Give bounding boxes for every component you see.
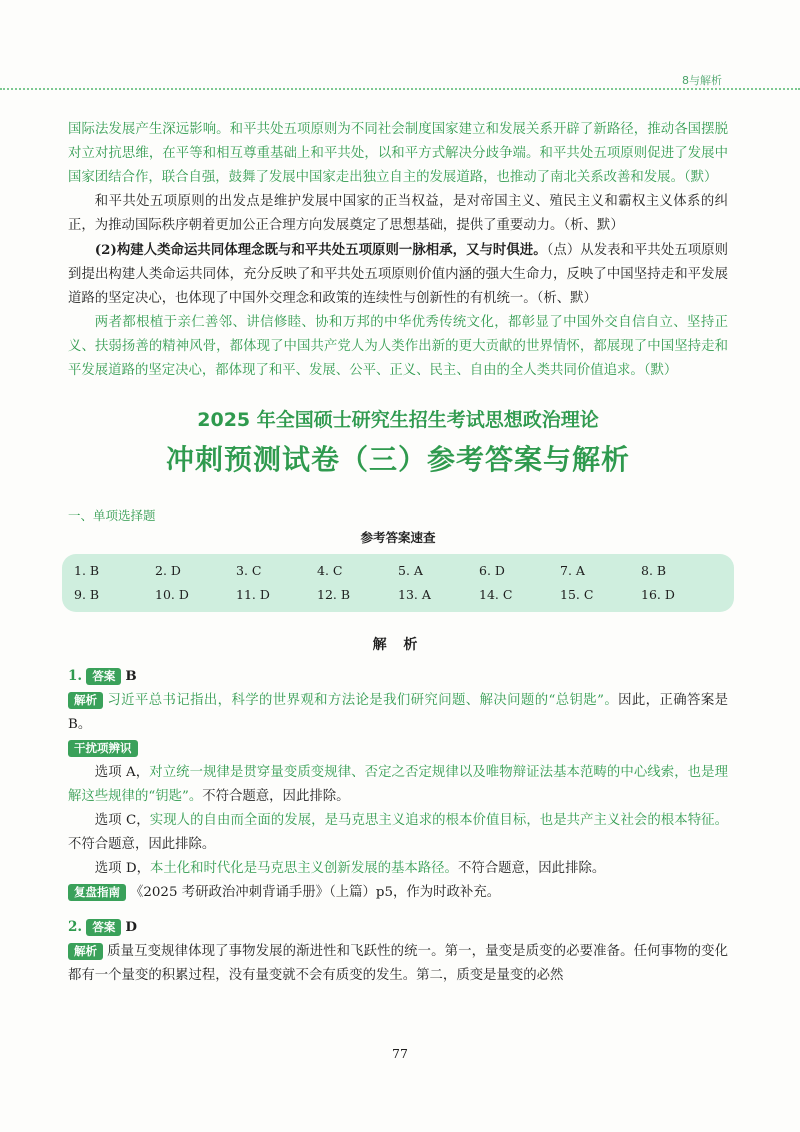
quick-answer-item: 6. D: [479, 563, 505, 578]
question-number: 1.: [68, 668, 83, 684]
quick-answer-item: 3. C: [236, 563, 262, 578]
quick-answer-item: 8. B: [641, 563, 667, 578]
analysis-badge: 解析: [68, 692, 103, 709]
page-number: 77: [392, 1046, 408, 1061]
intro-paragraph-1: 国际法发展产生深远影响。和平共处五项原则为不同社会制度国家建立和发展关系开辟了新路径，推动各国摆脱对立对抗思维，在平等和相互尊重基础上和平共处，以和平方式解决分歧争端。和平共处五项原则促进了发展中国家团结合作，联合自强，鼓舞了发展中国家走出独立自主的发展道路，也推动了南北关系改善和发展。（默）: [68, 122, 728, 185]
quick-answer-item: 11. D: [236, 587, 270, 602]
option-c-verdict: 不符合题意，因此排除。: [68, 837, 216, 852]
quick-answer-item: 9. B: [74, 587, 100, 602]
option-d-highlight: 本土化和时代化是马克思主义创新发展的基本路径。: [149, 861, 458, 876]
quick-answer-item: 4. C: [317, 563, 343, 578]
answer-value: D: [125, 919, 137, 935]
quick-answer-item: 16. D: [641, 587, 675, 602]
analysis-badge: 解析: [68, 943, 103, 960]
answer-badge: 答案: [86, 668, 121, 685]
option-a-verdict: 不符合题意，因此排除。: [202, 789, 350, 804]
quick-answer-item: 14. C: [479, 587, 513, 602]
header-divider: [0, 88, 800, 90]
question-1-answer: [68, 664, 728, 689]
question-2-answer: [68, 915, 728, 940]
quick-answer-item: 13. A: [398, 587, 431, 602]
distractor-heading: [68, 737, 728, 761]
quick-answer-item: 1. B: [74, 563, 100, 578]
answer-value: B: [125, 668, 137, 684]
intro-paragraph-2: 和平共处五项原则的出发点是维护发展中国家的正当权益，是对帝国主义、殖民主义和霸权主义体系的纠正，为推动国际秩序朝着更加公正合理方向发展奠定了思想基础，提供了重要动力。（析、默）: [68, 194, 728, 233]
review-badge: 复盘指南: [68, 884, 126, 901]
intro-paragraph-3: [68, 238, 728, 311]
option-d-verdict: 不符合题意，因此排除。: [457, 861, 606, 876]
option-c-prefix: 选项 C，: [94, 813, 150, 828]
review-text: 《2025 考研政治冲刺背诵手册》（上篇）p5，作为时政补充。: [130, 885, 501, 900]
option-d-prefix: 选项 D，: [94, 861, 150, 876]
quick-answer-item: 15. C: [560, 587, 594, 602]
option-c-explanation: [68, 809, 728, 857]
distractor-badge: 干扰项辨识: [68, 740, 138, 757]
running-header: 8与解析: [682, 74, 722, 87]
question-2-analysis: [68, 940, 728, 988]
option-a-highlight: 对立统一规律是贯穿量变质变规律、否定之否定规律以及唯物辩证法基本范畴的中心线索，也是理解这些规律的“钥匙”。: [68, 765, 728, 804]
analysis-text: 质量互变规律体现了事物发展的渐进性和飞跃性的统一。第一，量变是质变的必要准备。任何事物的变化都有一个量变的积累过程，没有量变就不会有质变的发生。第二，质变是量变的必然: [68, 944, 728, 983]
option-d-explanation: [68, 857, 728, 881]
intro-paragraph-4: 两者都根植于亲仁善邻、讲信修睦、协和万邦的中华优秀传统文化，都彰显了中国外交自信自立、坚持正义、扶弱扬善的精神风骨，都体现了中国共产党人为人类作出新的更大贡献的世界情怀，都展现了中国坚持走和平发展道路的坚定决心，都体现了和平、发展、公平、正义、民主、自由的全人类共同价值追求。（默）: [68, 315, 728, 378]
option-a-explanation: [68, 761, 728, 809]
quick-answer-item: 10. D: [155, 587, 189, 602]
quick-answer-item: 2. D: [155, 563, 181, 578]
analysis-highlight: 习近平总书记指出，科学的世界观和方法论是我们研究问题、解决问题的“总钥匙”。: [107, 693, 619, 708]
option-c-highlight: 实现人的自由而全面的发展，是马克思主义追求的根本价值目标，也是共产主义社会的根本特征。: [149, 813, 728, 828]
quick-answer-item: 7. A: [560, 563, 585, 578]
question-1-analysis: [68, 689, 728, 737]
key-point-detail: （点）从发表和平共处五项原则到提出构建人类命运共同体，充分反映了和平共处五项原则价值内涵的强大生命力，反映了中国坚持走和平发展道路的坚定决心，也体现了中国外交理念和政策的连续性与创新性的有机统一。（析、默）: [68, 243, 728, 306]
analysis-heading: 解 析: [372, 637, 424, 653]
page-content: [68, 118, 728, 988]
key-point: (2)构建人类命运共同体理念既与和平共处五项原则一脉相承，又与时俱进。: [94, 242, 547, 258]
answer-badge: 答案: [86, 919, 121, 936]
quick-answers-title: 参考答案速查: [360, 530, 436, 545]
quick-answer-item: 12. B: [317, 587, 351, 602]
quick-answer-item: 5. A: [398, 563, 423, 578]
question-number: 2.: [68, 919, 83, 935]
section-label: 一、单项选择题: [68, 508, 156, 523]
exam-title-line1: 2025 年全国硕士研究生招生考试思想政治理论: [197, 409, 599, 431]
exam-title-line2: 冲刺预测试卷（三）参考答案与解析: [165, 443, 630, 476]
option-a-prefix: 选项 A，: [94, 765, 150, 780]
review-guide: [68, 881, 728, 905]
quick-answers-table: [62, 554, 734, 612]
analysis-text: 因此，正确答案是 B。: [68, 693, 728, 732]
